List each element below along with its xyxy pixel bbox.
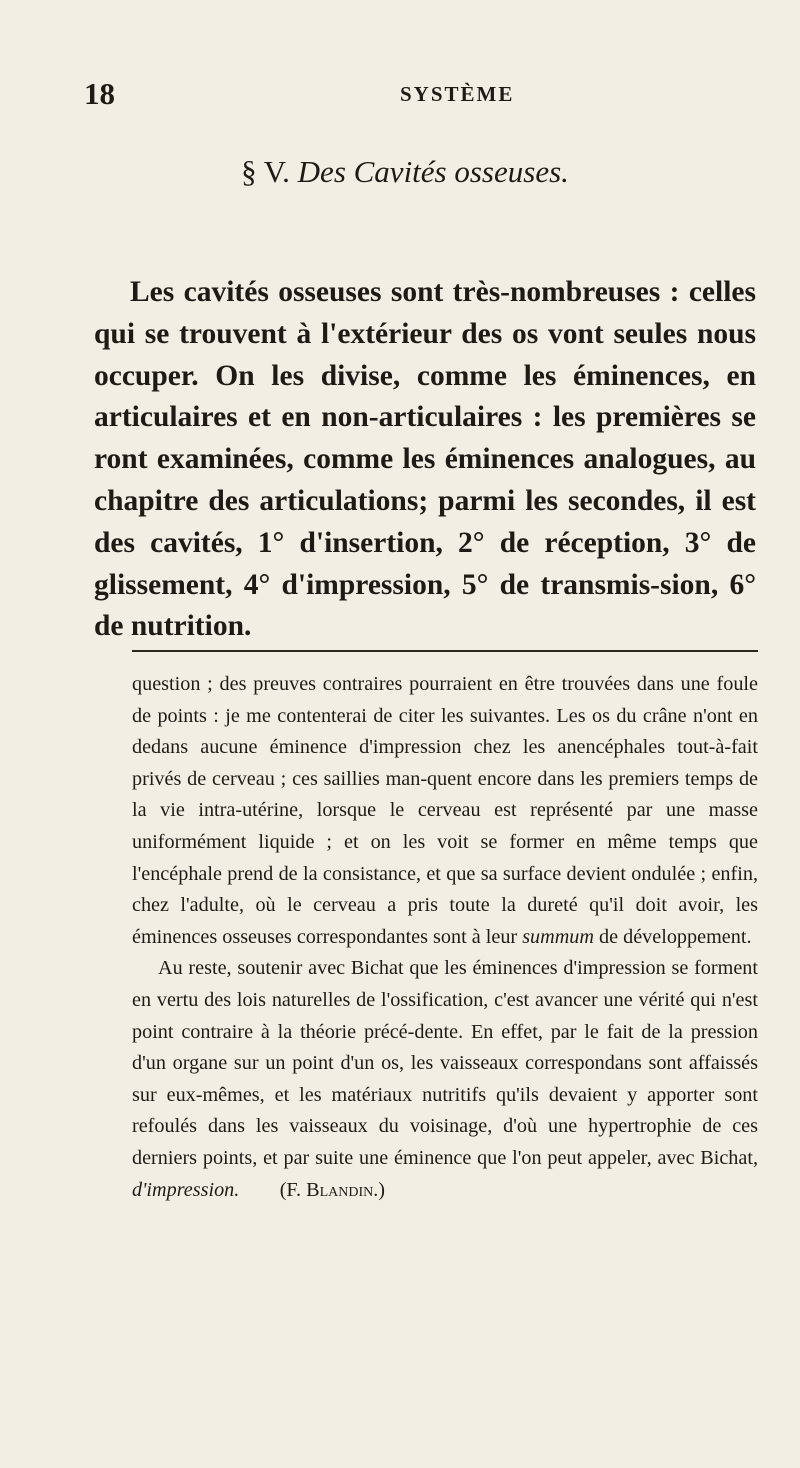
running-head xyxy=(84,76,764,112)
footnote-signature: (F. Blandin.) xyxy=(279,1178,386,1201)
footnote xyxy=(132,669,758,1206)
running-title: SYSTÈME xyxy=(400,82,515,106)
footnote-p2-text: Au reste, soutenir avec Bichat que les éminences d'impression se forment en vertu des lois naturelles de l'ossification, c'est avancer une vérité qui n'est point contraire à la théorie précé-dente. En effet, par le fait de la pression d'un organe sur un point d'un os, les vaisseaux correspondans sont affaissés sur eux-mêmes, et les matériaux nutritifs qu'ils devaient y apporter sont refoulés dans les vaisseaux du voisinage, d'où une hypertrophie de ces derniers points, et par suite une éminence que l'on peut appeler, avec Bichat, xyxy=(132,957,758,1169)
footnote-separator xyxy=(132,650,758,652)
footnote-p1-end: de développement. xyxy=(599,925,752,948)
footnote-p2-italic: d'impression. xyxy=(132,1178,240,1201)
footnote-paragraph-2 xyxy=(132,953,758,1206)
section-number: § V. xyxy=(241,154,290,189)
main-paragraph-text: Les cavités osseuses sont très-nombreuses : celles qui se trouvent à l'extérieur des os vont seules nous occuper. On les divise, comme les éminences, en articulaires et en non-articulaires : les premières se ront examinées, comme les éminences analogues, au chapitre des articulations; parmi les secondes, il est des cavités, 1° d'insertion, 2° de réception, 3° de glissement, 4° d'impression, 5° de transmis-sion, 6° de nutrition. xyxy=(94,276,756,643)
page-number: 18 xyxy=(84,76,115,111)
footnote-paragraph-1 xyxy=(132,669,758,953)
section-heading xyxy=(0,154,800,190)
footnote-p1-italic: summum xyxy=(522,925,594,948)
section-title: Des Cavités osseuses. xyxy=(297,154,569,189)
footnote-p1-text: question ; des preuves contraires pourraient en être trouvées dans une foule de points : je me contenterai de citer les suivantes. Les os du crâne n'ont en dedans aucune éminence d'impression chez les anencéphales tout-à-fait privés de cerveau ; ces saillies man-quent encore dans les premiers temps de la vie intra-utérine, lorsque le cerveau est représenté par une masse uniformément liquide ; et on les voit se former en même temps que l'encéphale prend de la consistance, et que sa surface devient ondulée ; enfin, chez l'adulte, où le cerveau a pris toute la dureté qu'il doit avoir, les éminences osseuses correspondantes sont à leur xyxy=(132,673,758,948)
main-paragraph xyxy=(94,272,756,648)
